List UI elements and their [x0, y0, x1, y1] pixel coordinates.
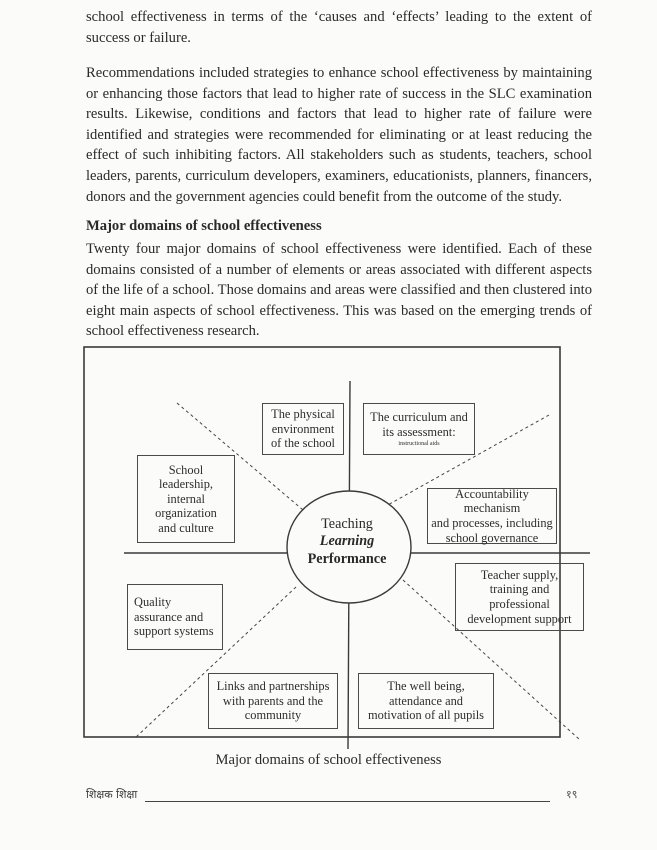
box-quality-assurance [127, 584, 223, 650]
center-label-teaching: Teaching [321, 516, 373, 532]
box-line: of the school [270, 436, 335, 451]
box-line: School [168, 462, 204, 477]
box-line: and processes, including [431, 516, 553, 530]
center-label [286, 516, 408, 568]
box-links-partnerships [208, 673, 338, 729]
box-line: leadership, [158, 477, 213, 492]
box-line: professional [489, 597, 550, 611]
box-line: support systems [134, 624, 214, 639]
box-curriculum [363, 403, 475, 455]
box-line: its assessment: [382, 425, 456, 439]
paragraph-domains: Twenty four major domains of school effectiveness were identified. Each of these domains consisted of a number of elements or areas associated with different aspects of the life of a school. Those domains and areas were classified and then clustered into eight main aspects of school effectiveness. This was based on the emerging trends of school effectiveness research. [86, 241, 592, 340]
box-line: training and [489, 582, 550, 597]
paragraph-intro: school effectiveness in terms of the ‘causes and ‘effects’ leading to the extent of success or failure. [86, 9, 592, 46]
box-line: Teacher supply, [480, 567, 559, 582]
box-line: attendance and [389, 693, 463, 708]
box-physical-environment [262, 403, 344, 455]
center-label-learning: Learning [319, 533, 375, 550]
box-line: Accountability mechanism [455, 486, 529, 516]
box-line: community [244, 708, 302, 723]
box-line: and culture [158, 520, 214, 535]
box-note: instructional aids [398, 440, 440, 447]
footer-page-number: १९ [566, 788, 578, 801]
box-teacher-supply [455, 563, 584, 631]
box-line: assurance and [134, 609, 204, 624]
box-line: The physical [271, 407, 335, 422]
box-well-being [358, 673, 494, 729]
box-line: with parents and the [222, 693, 324, 708]
footer-rule [145, 801, 550, 802]
box-line: environment [271, 421, 335, 436]
box-line: Quality [134, 595, 172, 610]
figure-caption: Major domains of school effectiveness [215, 752, 442, 768]
box-line: The well being, [387, 679, 465, 694]
center-label-performance: Performance [307, 550, 387, 567]
box-line: development support [467, 611, 572, 626]
box-line: school governance [445, 530, 539, 545]
box-line: Links and partnerships [216, 679, 330, 694]
section-heading: Major domains of school effectiveness [86, 218, 322, 234]
box-line: organization [155, 506, 217, 521]
box-leadership [137, 455, 235, 543]
box-line: The curriculum and [370, 410, 468, 425]
box-line: internal [167, 491, 205, 506]
paragraph-recommendations: Recommendations included strategies to enhance school effectiveness by maintaining or enhancing those factors that lead to higher rate of success in the SLC examination results. Likewise, conditions and factors that lead to higher rate of failure were identified and strategies were recommended for eliminating or at least reducing the effect of such inhibiting factors. All stakeholders such as students, teachers, school leaders, parents, curriculum developers, examiners, educationists, planners, financers, donors and the government agencies could benefit from the outcome of the study. [86, 65, 592, 205]
box-line: motivation of all pupils [368, 708, 484, 723]
footer-journal-name: शिक्षक शिक्षा [86, 788, 138, 801]
box-accountability [427, 488, 557, 544]
